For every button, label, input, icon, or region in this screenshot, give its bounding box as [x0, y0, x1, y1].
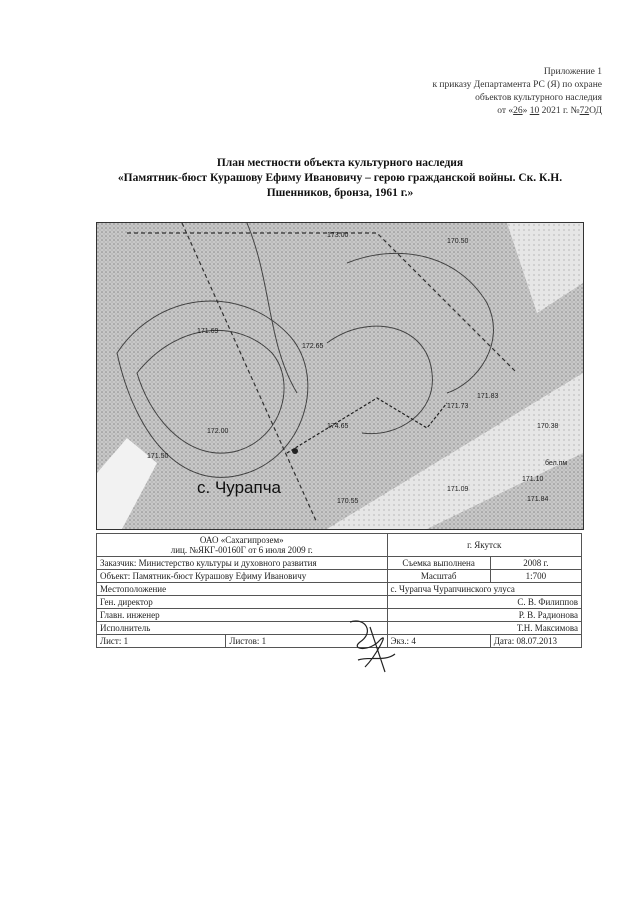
elevation-label: 172.00: [207, 428, 229, 435]
elevation-label: 173.00: [327, 232, 349, 239]
title-line-1: План местности объекта культурного наследия: [216, 157, 464, 169]
executor-name: Т.Н. Максимова: [387, 622, 581, 635]
form-row: [97, 570, 582, 583]
elevation-label: 171.09: [447, 486, 469, 493]
copy-label: Экз.:: [390, 636, 410, 646]
scale-value: 1:700: [490, 570, 581, 583]
form-row: [97, 622, 582, 635]
form-row: [97, 557, 582, 570]
map-place-label: с. Чурапча: [197, 478, 282, 497]
sheets-value: 1: [261, 636, 267, 646]
executor-label: Исполнитель: [97, 622, 388, 635]
appendix-line-2: к приказу Департамента РС (Я) по охране: [432, 80, 602, 90]
location-label: Местоположение: [97, 583, 388, 596]
title-line-2: «Памятник-бюст Курашову Ефиму Ивановичу – герою гражданской войны. Ск. К.Н.: [117, 172, 563, 184]
sheet-cell: [97, 635, 226, 648]
title-line-3: Пшенников, бронза, 1961 г.»: [266, 187, 414, 199]
elevation-label: 171.10: [522, 476, 544, 483]
org-license: лиц. №ЯКГ-00160Г от 6 июля 2009 г.: [170, 545, 313, 555]
form-row: [97, 635, 582, 648]
org-cell: [97, 534, 388, 557]
form-row: [97, 596, 582, 609]
order-number: 72: [579, 106, 590, 116]
date-value: 08.07.2013: [516, 636, 557, 646]
appendix-line-1: Приложение 1: [543, 67, 602, 77]
scale-label: Масштаб: [387, 570, 490, 583]
object-cell: Объект: Памятник-бюст Курашову Ефиму Ивановичу: [97, 570, 388, 583]
map-drawing: [97, 223, 583, 529]
monument-marker: [292, 448, 298, 454]
appendix-line-3: объектов культурного наследия: [475, 93, 602, 103]
elevation-label: 170.38: [537, 423, 559, 430]
site-plan-map: [96, 222, 584, 530]
order-month: 10: [529, 106, 540, 116]
appendix-order-line: [352, 105, 602, 118]
order-day: 26: [513, 106, 523, 116]
form-row: [97, 534, 582, 557]
sheet-label: Лист:: [100, 636, 122, 646]
elevation-label: 171.83: [477, 393, 499, 400]
sheet-value: 1: [123, 636, 129, 646]
org-name: ОАО «Сахагипрозем»: [199, 535, 284, 545]
elevation-label: 174.65: [327, 423, 349, 430]
date-cell: [490, 635, 581, 648]
elevation-label: 171.69: [197, 328, 219, 335]
elevation-label: 170.50: [447, 238, 469, 245]
survey-label: Съемка выполнена: [387, 557, 490, 570]
director-label: Ген. директор: [97, 596, 388, 609]
city-cell: г. Якутск: [387, 534, 581, 557]
elevation-label: 172.65: [302, 343, 324, 350]
date-label: Дата:: [493, 636, 515, 646]
order-suffix: ОД: [589, 106, 602, 116]
title-block-table: [96, 533, 582, 648]
order-mid: »: [522, 106, 530, 116]
map-note: бел.пм: [545, 460, 568, 467]
form-row: [97, 609, 582, 622]
elevation-label: 171.73: [447, 403, 469, 410]
copy-value: 4: [411, 636, 416, 646]
document-title: [70, 156, 610, 201]
engineer-label: Главн. инженер: [97, 609, 388, 622]
elevation-label: 171.50: [147, 453, 169, 460]
customer-cell: Заказчик: Министерство культуры и духовного развития: [97, 557, 388, 570]
form-row: [97, 583, 582, 596]
director-name: С. В. Филиппов: [387, 596, 581, 609]
engineer-name: Р. В. Радионова: [387, 609, 581, 622]
order-year: 2021 г. №: [539, 106, 580, 116]
elevation-label: 170.55: [337, 498, 359, 505]
signature-image: [340, 612, 410, 682]
survey-year: 2008 г.: [490, 557, 581, 570]
location-value: с. Чурапча Чурапчинского улуса: [387, 583, 581, 596]
order-prefix: от «: [497, 106, 514, 116]
elevation-label: 171.84: [527, 496, 549, 503]
sheets-label: Листов:: [229, 636, 260, 646]
appendix-header: [352, 66, 602, 118]
